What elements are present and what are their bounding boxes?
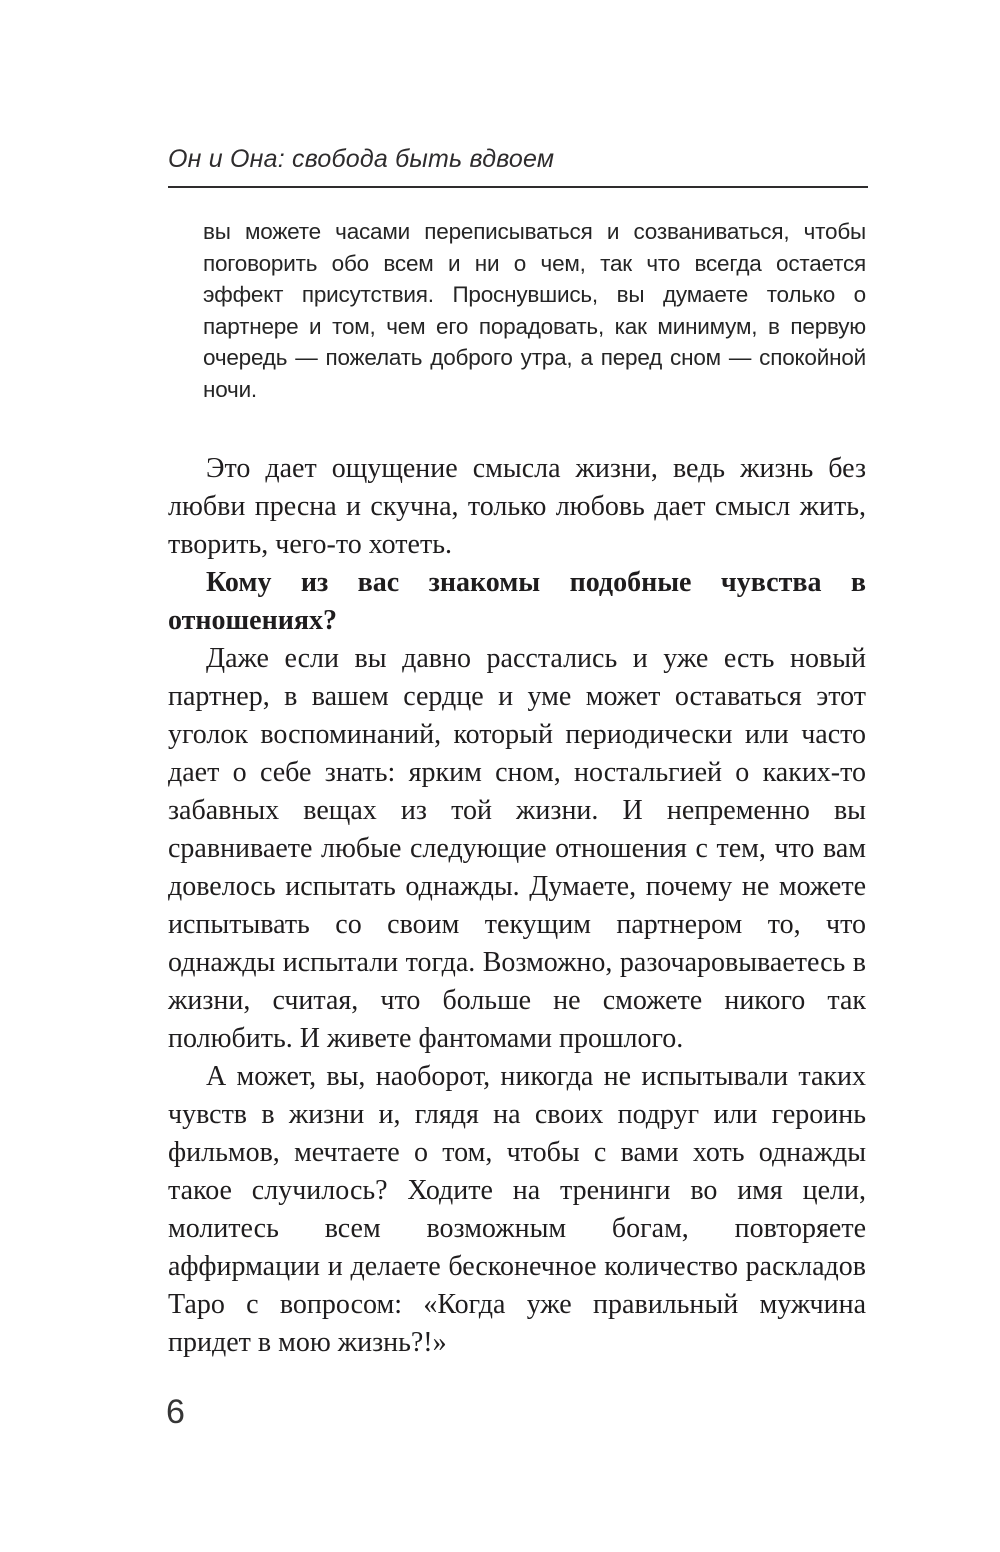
page-number: 6 — [166, 1393, 185, 1431]
body-text — [168, 450, 866, 1362]
paragraph: Это дает ощущение смысла жизни, ведь жизнь без любви пресна и скучна, только любовь дает смысл жить, творить, чего-то хотеть. — [168, 453, 866, 560]
header-rule — [168, 186, 868, 188]
paragraph: Кому из вас знакомы подобные чувства в отношениях? — [168, 567, 866, 636]
running-header: Он и Она: свобода быть вдвоем — [168, 145, 555, 173]
block-quote: вы можете часами переписываться и созваниваться, чтобы поговорить обо всем и ни о чем, так что всегда остается эффект присутствия. Проснувшись, вы думаете только о партнере и том, чем его порадовать, как минимум, в первую очередь — пожелать доброго утра, а перед сном — спокойной ночи. — [203, 219, 866, 402]
paragraph: Даже если вы давно расстались и уже есть новый партнер, в вашем сердце и уме может оставаться этот уголок воспоминаний, который периодически или часто дает о себе знать: ярким сном, ностальгией о каких-то забавных вещах из той жизни. И непременно вы сравниваете любые следующие отношения с тем, что вам довелось испытать однажды. Думаете, почему не можете испытывать со своим текущим партнером то, что однажды испытали тогда. Возможно, разочаровываетесь в жизни, считая, что больше не сможете никого так полюбить. И живете фантомами прошлого. — [168, 643, 866, 1054]
paragraph: А может, вы, наоборот, никогда не испытывали таких чувств в жизни и, глядя на своих подруг или героинь фильмов, мечтаете о том, чтобы с вами хоть однажды такое случилось? Ходите на тренинги во имя цели, молитесь всем возможным богам, повторяете аффирмации и делаете бесконечное количество раскладов Таро с вопросом: «Когда уже правильный мужчина придет в мою жизнь?!» — [168, 1061, 866, 1358]
